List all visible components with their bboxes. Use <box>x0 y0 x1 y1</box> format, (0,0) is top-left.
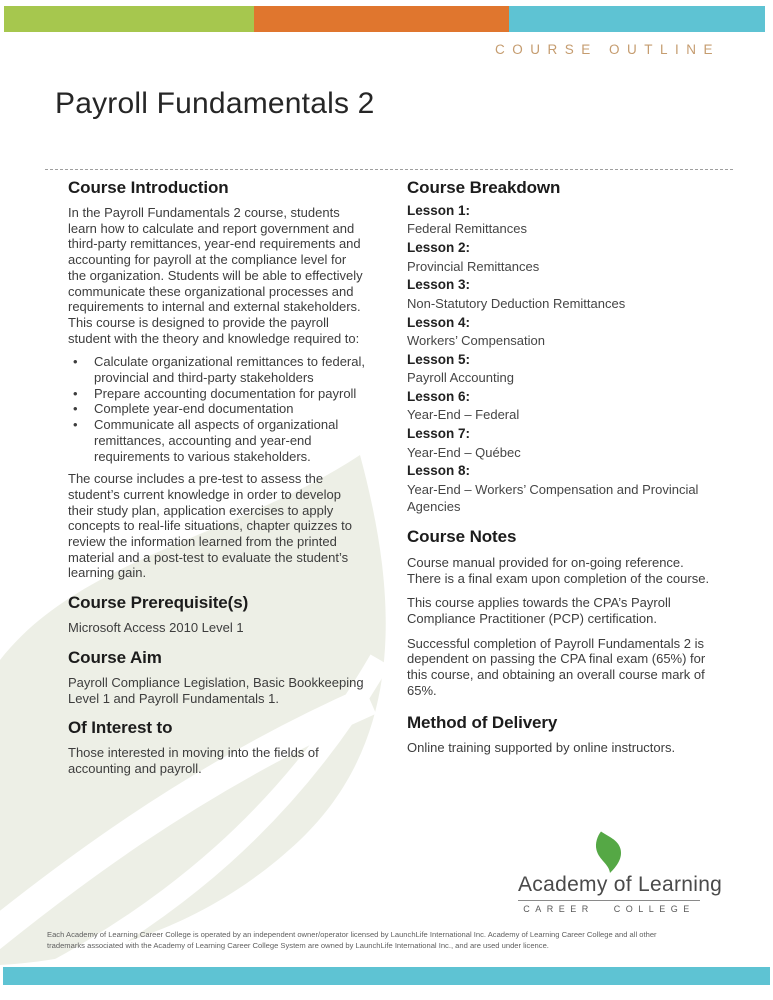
of-interest-text: Those interested in moving into the fields of accounting and payroll. <box>68 745 319 776</box>
lesson-label: Lesson 6: <box>407 389 471 405</box>
course-notes-paragraph: This course applies towards the CPA’s Payroll Compliance Practitioner (PCP) certification. <box>407 595 671 626</box>
lesson-item <box>407 202 757 237</box>
section-heading-of-interest-to: Of Interest to <box>68 718 173 738</box>
lesson-item <box>407 314 757 349</box>
intro-paragraph-1: In the Payroll Fundamentals 2 course, students learn how to calculate and report government and third-party remittances, year-end requirements and accounting for payroll at the compliance level for the organization. Students will be able to effectively communicate these organizational processes and requirements to internal and external stakeholders. This course is designed to provide the payroll student with the theory and knowledge required to: <box>68 205 363 346</box>
lesson-item <box>407 462 757 514</box>
lesson-label: Lesson 8: <box>407 463 471 479</box>
section-heading-course-introduction: Course Introduction <box>68 178 229 197</box>
prerequisites-text: Microsoft Access 2010 Level 1 <box>68 620 244 636</box>
course-notes-section <box>407 527 757 699</box>
course-notes-paragraph: Course manual provided for on-going reference. There is a final exam upon completion of the course. <box>407 554 710 586</box>
footer-legal-text: Each Academy of Learning Career College is operated by an independent owner/operator licensed by LaunchLife International Inc. Academy of Learning Career College and all other trademarks associated with the Academy of Learning Career College System are owned by LaunchLife International Inc., and are used under licence. <box>47 930 657 950</box>
lesson-title: Year-End – Québec <box>407 444 521 460</box>
logo-wordmark: Academy of Learning <box>518 873 723 896</box>
lesson-title: Provincial Remittances <box>407 258 540 274</box>
bullet-item: • Communicate all aspects of organizational remittances, accounting and year-end requirements to various stakeholders. <box>68 417 398 464</box>
lesson-item <box>407 276 757 311</box>
lesson-title: Federal Remittances <box>407 221 527 237</box>
bullet-item: • Calculate organizational remittances to federal, provincial and third-party stakeholders <box>68 354 398 385</box>
right-column <box>407 178 757 764</box>
bullet-item: • Complete year-end documentation <box>68 401 398 417</box>
lesson-label: Lesson 5: <box>407 351 471 367</box>
method-of-delivery-text: Online training supported by online instructors. <box>407 740 676 756</box>
leaf-icon <box>518 830 700 874</box>
lesson-label: Lesson 1: <box>407 203 471 218</box>
page-title: Payroll Fundamentals 2 <box>55 87 375 120</box>
lesson-title: Workers’ Compensation <box>407 333 545 349</box>
section-heading-course-breakdown: Course Breakdown <box>407 178 561 197</box>
course-aim-text: Payroll Compliance Legislation, Basic Bookkeeping Level 1 and Payroll Fundamentals 1. <box>68 674 364 706</box>
header-divider <box>45 169 733 170</box>
lesson-label: Lesson 4: <box>407 314 471 330</box>
logo-subtitle: CAREER COLLEGE <box>523 904 695 914</box>
lesson-title: Year-End – Federal <box>407 407 520 423</box>
lesson-item <box>407 239 757 274</box>
lesson-title: Payroll Accounting <box>407 370 514 386</box>
lesson-label: Lesson 2: <box>407 240 471 256</box>
left-column <box>68 178 398 785</box>
lesson-label: Lesson 3: <box>407 277 471 293</box>
top-bar-orange <box>254 6 509 32</box>
top-bar-green <box>4 6 254 32</box>
bottom-bar-blue <box>3 967 770 985</box>
lesson-label: Lesson 7: <box>407 426 471 442</box>
lesson-title: Non-Statutory Deduction Remittances <box>407 295 626 311</box>
document-type-label: COURSE OUTLINE <box>494 42 720 57</box>
academy-of-learning-logo <box>518 830 723 914</box>
logo-rule <box>518 900 700 901</box>
lesson-item <box>407 388 757 423</box>
intro-bullet-list <box>68 354 398 464</box>
course-notes-paragraph: Successful completion of Payroll Fundamentals 2 is dependent on passing the CPA final exam (65%) for this course, and obtaining an overall course mark of 65%. <box>407 635 706 698</box>
section-heading-method-of-delivery: Method of Delivery <box>407 713 558 733</box>
section-heading-course-aim: Course Aim <box>68 647 162 667</box>
lesson-item <box>407 351 757 386</box>
bullet-item: • Prepare accounting documentation for payroll <box>68 386 398 402</box>
top-bar-blue <box>509 6 765 32</box>
intro-paragraph-2: The course includes a pre-test to assess the student’s current knowledge in order to develop their study plan, application exercises to apply concepts to real-life situations, chapter quizzes to review the information learned from the printed material and a post-test to evaluate the student’s learning gain. <box>68 471 352 581</box>
lesson-title: Year-End – Workers’ Compensation and Provincial Agencies <box>407 481 699 514</box>
lesson-item <box>407 425 757 460</box>
section-heading-course-prerequisites: Course Prerequisite(s) <box>68 593 249 613</box>
section-heading-course-notes: Course Notes <box>407 526 517 546</box>
